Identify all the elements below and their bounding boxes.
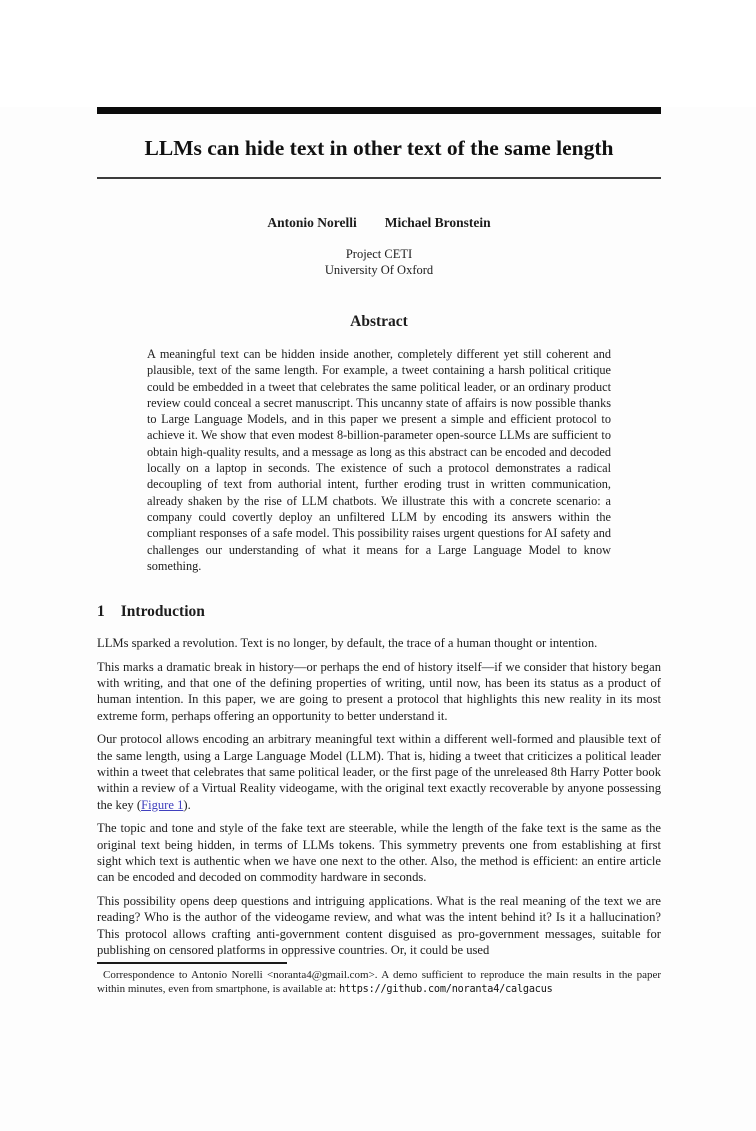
paper-page — [0, 107, 756, 1131]
intro-paragraph-5: This possibility opens deep questions and intriguing applications. What is the real meaning of the text we are reading? Who is the author of the videogame review, and what was the intent behind it? Is it a hallucination? This protocol allows crafting anti-government content disguised as pro-government messages, suitable for publishing on censored platforms in oppressive countries. Or, it could be used — [97, 893, 661, 958]
section-number: 1 — [97, 603, 105, 621]
affiliation-line-2: University Of Oxford — [324, 262, 434, 277]
author-name-2: Michael Bronstein — [384, 215, 491, 230]
authors-row — [97, 215, 661, 231]
figure-1-link[interactable]: Figure 1 — [141, 797, 184, 812]
author-name-1: Antonio Norelli — [267, 215, 357, 230]
paper-content-column — [0, 107, 756, 998]
footnote-rule — [97, 962, 287, 963]
section-title: Introduction — [120, 603, 205, 621]
title-underline-rule — [97, 177, 661, 179]
paragraph-text: ). — [183, 797, 191, 812]
affiliation-block — [97, 247, 661, 278]
paper-title: LLMs can hide text in other text of the same length — [144, 136, 614, 160]
intro-paragraph-4: The topic and tone and style of the fake text are steerable, while the length of the fake text is the same as the original text being hidden, in terms of LLMs tokens. This symmetry prevents one from establishing at first sight which text is authentic when we have one next to the other. Also, the method is efficient: an entire article can be encoded and decoded on commodity hardware in seconds. — [97, 821, 661, 885]
paragraph-text: Our protocol allows encoding an arbitrary meaningful text within a different well-formed and plausible text of the same length, using a Large Language Model (LLM). That is, hiding a tweet that criticizes a political leader within a tweet that celebrates that same political leader, or the first page of the unreleased 8th Harry Potter book within a review of a Virtual Reality videogame, with the original text exactly recoverable by anyone possessing the key ( — [97, 732, 661, 812]
section-heading-introduction — [97, 602, 661, 621]
footnote-repo-url[interactable]: https://github.com/noranta4/calgacus — [338, 984, 553, 996]
intro-paragraph-3 — [97, 731, 661, 813]
intro-paragraph-1: LLMs sparked a revolution. Text is no longer, by default, the trace of a human thought or intention. — [97, 636, 598, 651]
abstract-text: A meaningful text can be hidden inside another, completely different yet still coherent and plausible, text of the same length. For example, a tweet containing a harsh political critique could be embedded in a tweet that celebrates the same political leader, or an ordinary product review could conceal a secret manuscript. This uncanny state of affairs is now possible thanks to Large Language Models, and in this paper we present a simple and efficient protocol to achieve it. We show that even modest 8-billion-parameter open-source LLMs are sufficient to obtain high-quality results, and a message as long as this abstract can be encoded and decoded locally on a laptop in seconds. The existence of such a protocol demonstrates a radical decoupling of text from authorial intent, further eroding trust in written communication, already shaken by the rise of LLM chatbots. We illustrate this with a concrete scenario: a company could covertly deploy an unfiltered LLM by encoding its answers within the compliant responses of a safe model. This possibility raises urgent questions for AI safety and challenges our understanding of what it means for a Large Language Model to know something. — [147, 347, 611, 573]
affiliation-line-1: Project CETI — [345, 247, 413, 261]
correspondence-footnote — [97, 968, 661, 998]
footnote-text: Correspondence to Antonio Norelli <noranta4@gmail.com>. A demo sufficient to reproduce the main results in the paper within minutes, even from smartphone, is available at: — [97, 968, 661, 996]
intro-paragraph-2: This marks a dramatic break in history—or perhaps the end of history itself—if we consider that history began with writing, and that one of the defining properties of writing, until now, has been its status as a product of human intention. In this paper, we are going to present a protocol that highlights this new reality in its most extreme form, perhaps offering an opportunity to better understand it. — [97, 659, 661, 723]
abstract-heading: Abstract — [350, 313, 408, 330]
top-rule — [97, 107, 661, 114]
